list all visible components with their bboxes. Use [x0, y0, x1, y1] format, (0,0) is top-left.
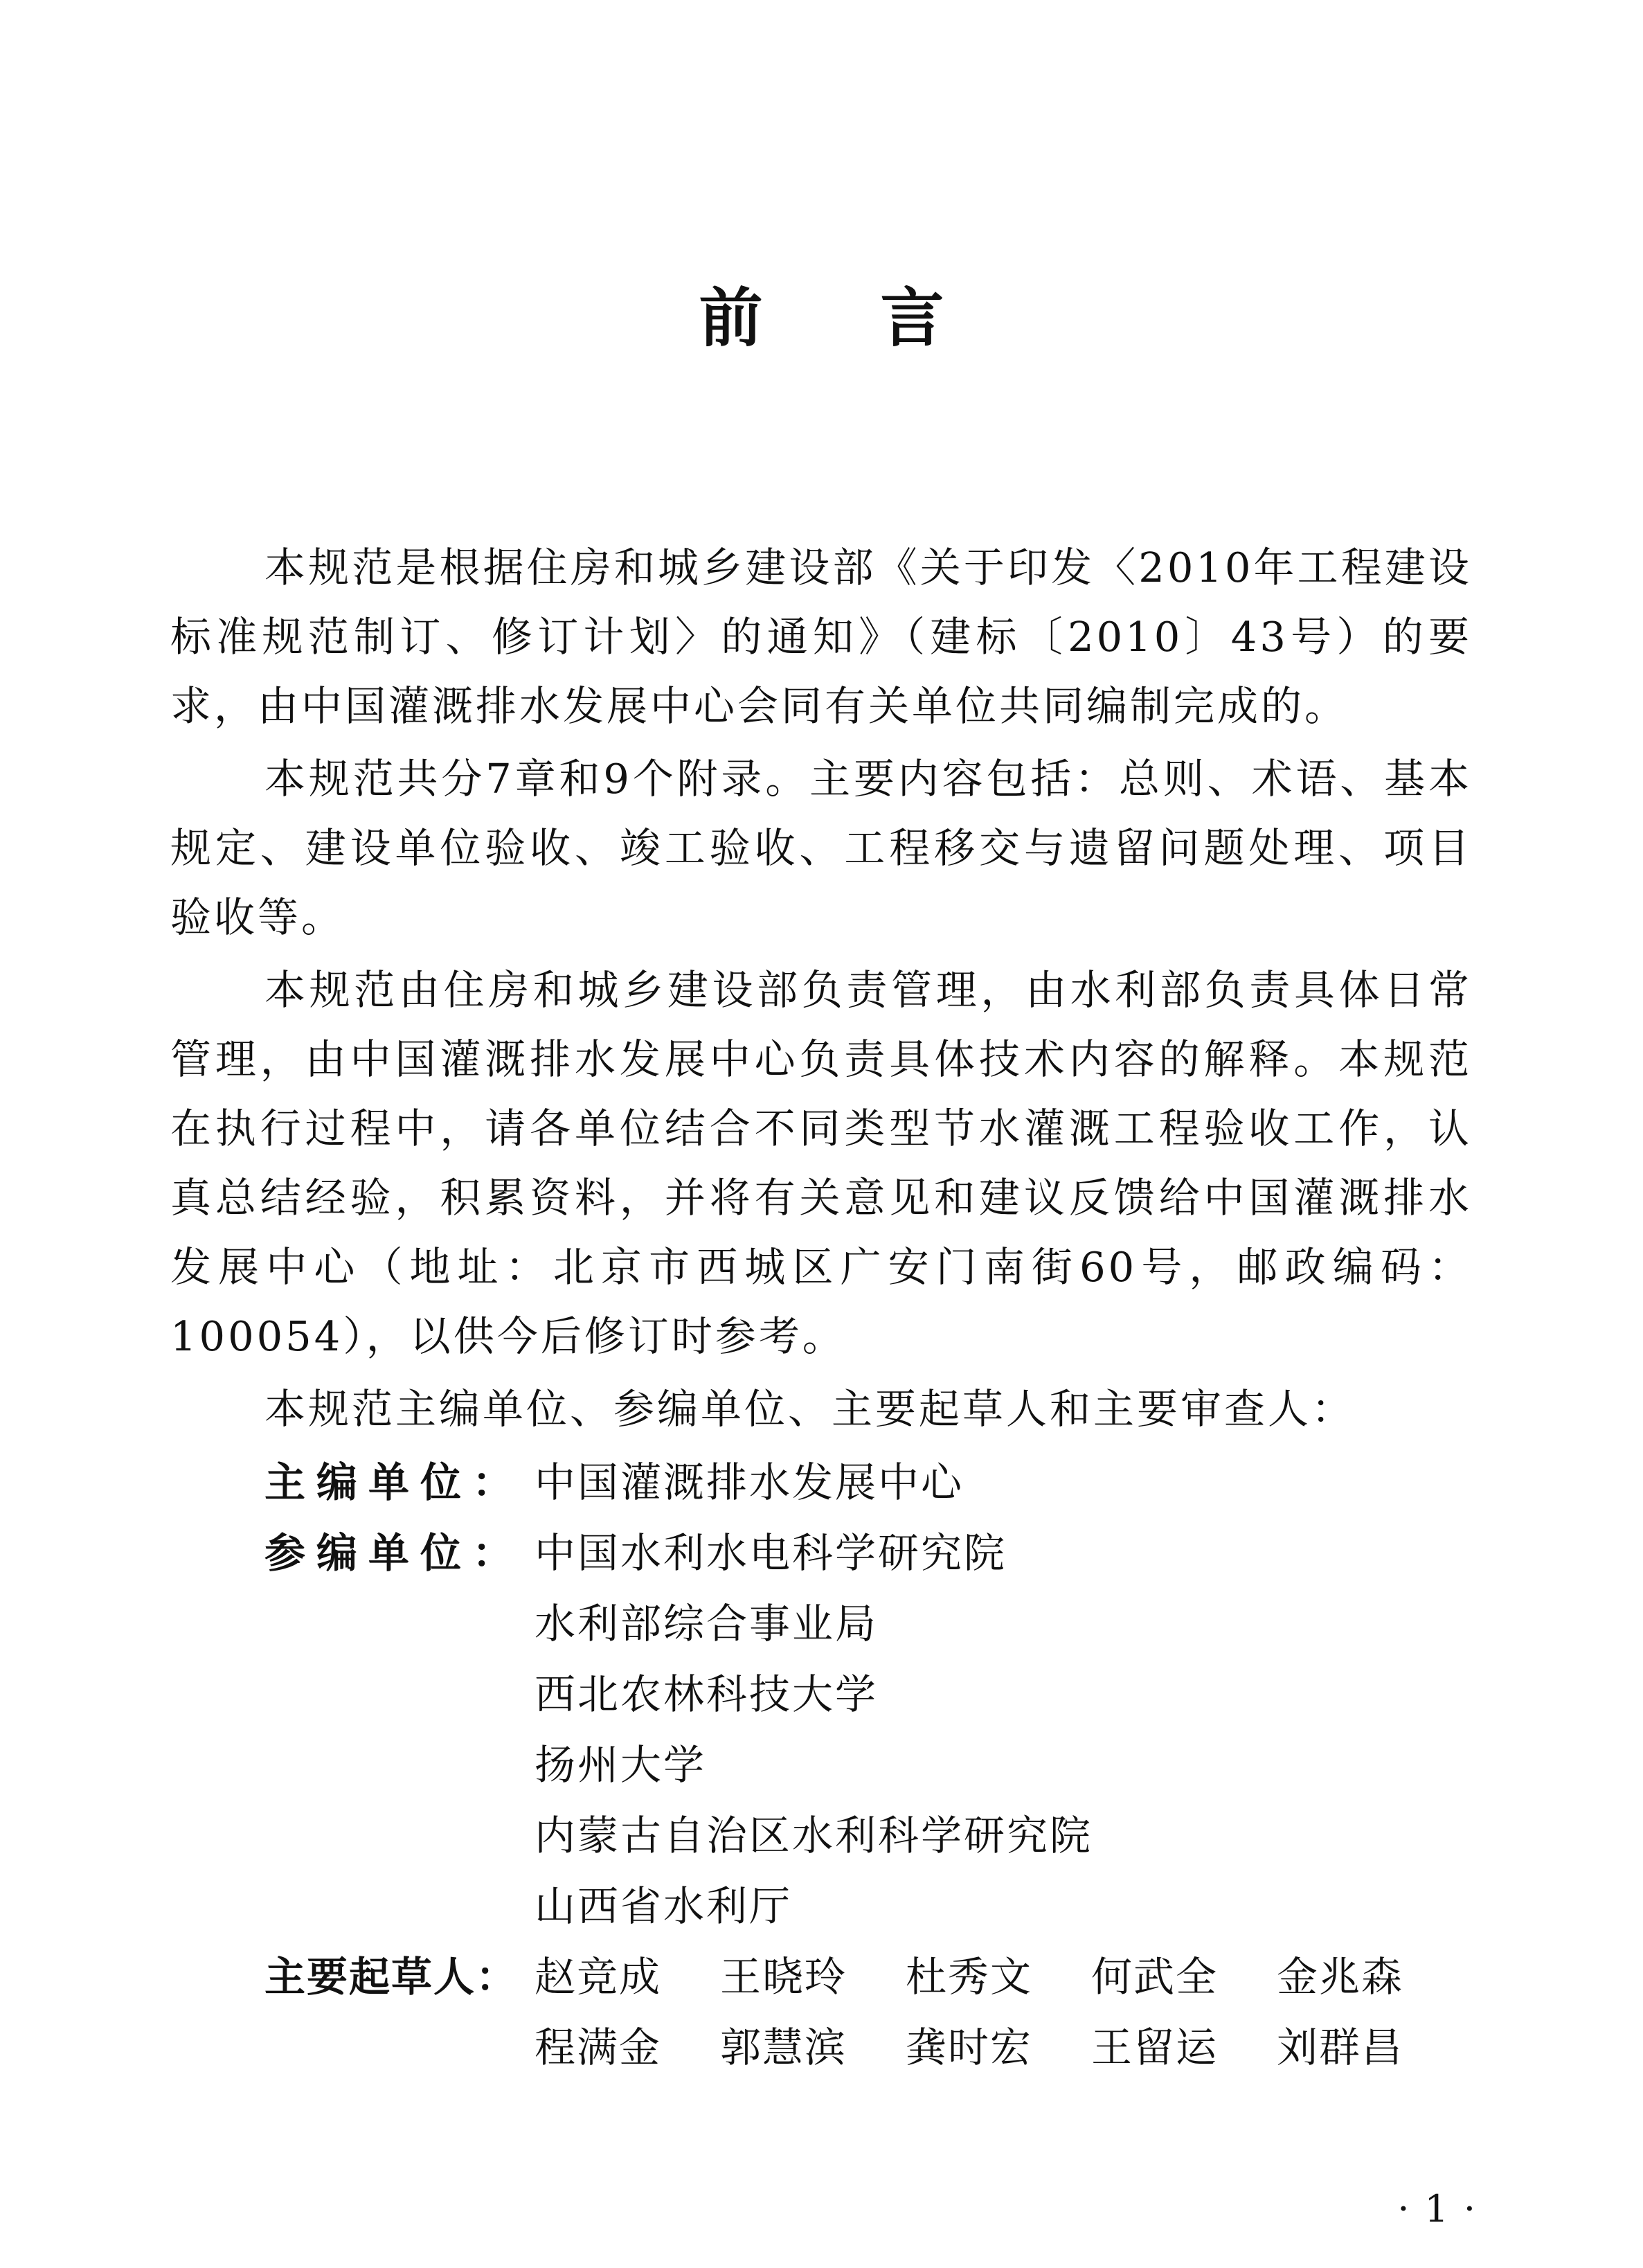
drafters-label: 主要起草人： [264, 1953, 519, 2001]
chief-unit-value: 中国灌溉排水发展中心 [535, 1458, 964, 1506]
participating-unit: 内蒙古自治区水利科学研究院 [535, 1812, 1093, 1859]
drafter-name: 王留运 [1091, 2024, 1219, 2071]
drafters-list [535, 1942, 1472, 2083]
participating-unit: 水利部综合事业局 [535, 1600, 879, 1648]
participating-unit: 西北农林科技大学 [535, 1670, 879, 1718]
page-title: 前言 [699, 281, 1062, 355]
drafter-name: 金兆森 [1277, 1953, 1404, 2001]
participating-unit: 扬州大学 [535, 1741, 707, 1789]
participating-units-label: 参编单位： [264, 1529, 525, 1577]
participating-units-row [170, 1518, 1472, 1942]
drafter-name: 龚时宏 [906, 2024, 1033, 2071]
chief-unit-label: 主编单位： [264, 1458, 525, 1506]
drafters-row [170, 1942, 1472, 2083]
drafter-name: 王晓玲 [720, 1953, 847, 2001]
paragraph-contents: 本规范共分7章和9个附录。主要内容包括：总则、术语、基本规定、建设单位验收、竣工验收、工程移交与遗留问题处理、项目验收等。 [170, 755, 1472, 941]
paragraph-basis: 本规范是根据住房和城乡建设部《关于印发〈2010年工程建设标准规范制订、修订计划〉的通知》（建标〔2010〕43号）的要求，由中国灌溉排水发展中心会同有关单位共同编制完成的。 [170, 544, 1472, 730]
drafter-name: 郭慧滨 [720, 2024, 847, 2071]
paragraph-management: 本规范由住房和城乡建设部负责管理，由水利部负责具体日常管理，由中国灌溉排水发展中心负责具体技术内容的解释。本规范在执行过程中，请各单位结合不同类型节水灌溉工程验收工作，认真总结经验，积累资料，并将有关意见和建议反馈给中国灌溉排水发展中心（地址：北京市西城区广安门南街60号，邮政编码：100054），以供今后修订时参考。 [170, 966, 1472, 1360]
chief-unit-row [170, 1447, 1472, 1518]
credits-block [170, 1447, 1472, 2083]
drafter-name: 程满金 [535, 2024, 662, 2071]
preface-body [170, 533, 1472, 2083]
participating-unit: 山西省水利厅 [535, 1882, 793, 1930]
participating-unit: 中国水利水电科学研究院 [535, 1529, 1007, 1577]
drafter-name: 何武全 [1091, 1953, 1219, 2001]
drafter-name: 杜秀文 [906, 1953, 1033, 2001]
drafter-name: 赵竞成 [535, 1953, 662, 2001]
paragraph-credits-intro: 本规范主编单位、参编单位、主要起草人和主要审查人： [264, 1385, 1356, 1433]
drafter-name: 刘群昌 [1277, 2024, 1404, 2071]
page-number: ·1· [1397, 2187, 1491, 2231]
